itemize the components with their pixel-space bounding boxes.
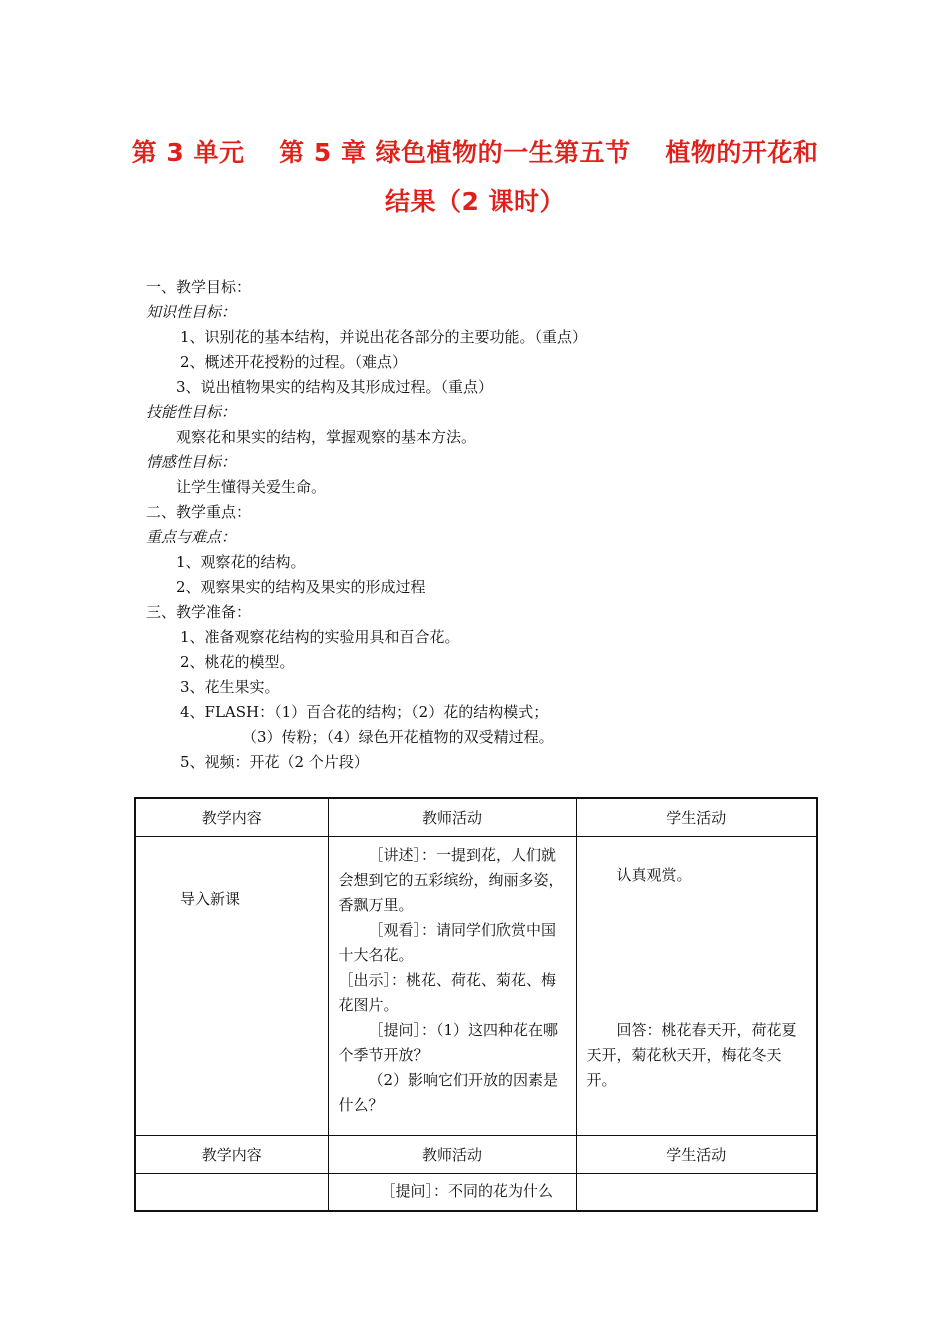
keypoint-item: 1、观察花的结构。	[176, 553, 306, 571]
document-title-line-1: 第 3 单元 第 5 章 绿色植物的一生第五节 植物的开花和	[131, 138, 819, 167]
teacher-step: （2）影响它们开放的因素是什么？	[338, 1071, 559, 1114]
table-row	[135, 1174, 817, 1212]
teacher-activity-cell	[328, 837, 576, 1136]
teacher-step: ［出示］：桃花、荷花、菊花、梅花图片。	[338, 971, 557, 1014]
knowledge-goal-item: 1、识别花的基本结构，并说出花各部分的主要功能。（重点）	[180, 328, 588, 346]
content-label: 导入新课	[180, 890, 241, 908]
lesson-plan-table	[134, 797, 818, 1212]
emotion-goal-label: 情感性目标：	[146, 453, 237, 471]
skill-goal-text: 观察花和果实的结构，掌握观察的基本方法。	[176, 428, 477, 446]
student-step: 认真观赏。	[616, 866, 692, 884]
teacher-step: ［提问］：不同的花为什么	[380, 1182, 554, 1200]
header-teaching-content: 教学内容	[135, 1136, 328, 1174]
student-step: 回答：桃花春天开，荷花夏天开，菊花秋天开，梅花冬天开。	[586, 1021, 797, 1089]
header-student-activity: 学生活动	[576, 1136, 817, 1174]
header-teacher-activity: 教师活动	[328, 1136, 576, 1174]
content-cell	[135, 837, 328, 1136]
knowledge-goal-label: 知识性目标：	[146, 303, 237, 321]
header-teacher-activity: 教师活动	[328, 798, 576, 837]
prep-item: 5、视频：开花（2 个片段）	[180, 753, 369, 771]
emotion-goal-text: 让学生懂得关爱生命。	[176, 478, 327, 496]
knowledge-goal-item: 3、说出植物果实的结构及其形成过程。（重点）	[176, 378, 494, 396]
prep-item: 4、FLASH：（1）百合花的结构；（2）花的结构模式；	[180, 703, 549, 721]
section-heading-preparation: 三、教学准备：	[146, 603, 252, 621]
teacher-step: ［观看］：请同学们欣赏中国十大名花。	[338, 921, 557, 964]
section-heading-objectives: 一、教学目标：	[146, 278, 252, 296]
table-header-row	[135, 798, 817, 837]
table-row	[135, 837, 817, 1136]
student-activity-cell	[576, 837, 817, 1136]
section-heading-keypoints: 二、教学重点：	[146, 503, 252, 521]
prep-item: 3、花生果实。	[180, 678, 280, 696]
teacher-step: ［提问］：（1）这四种花在哪个季节开放？	[338, 1021, 559, 1064]
content-cell	[135, 1174, 328, 1212]
prep-item: 1、准备观察花结构的实验用具和百合花。	[180, 628, 460, 646]
table-header-row	[135, 1136, 817, 1174]
knowledge-goal-item: 2、概述开花授粉的过程。（难点）	[180, 353, 408, 371]
prep-item-continued: （3）传粉；（4）绿色开花植物的双受精过程。	[242, 728, 554, 746]
document-title-line-2: 结果（2 课时）	[384, 187, 566, 216]
header-student-activity: 学生活动	[576, 798, 817, 837]
prep-item: 2、桃花的模型。	[180, 653, 295, 671]
header-teaching-content: 教学内容	[135, 798, 328, 837]
skill-goal-label: 技能性目标：	[146, 403, 237, 421]
student-activity-cell	[576, 1174, 817, 1212]
keypoint-item: 2、观察果实的结构及果实的形成过程	[176, 578, 426, 596]
teacher-step: ［讲述］：一提到花，人们就会想到它的五彩缤纷，绚丽多姿，香飘万里。	[338, 846, 564, 914]
keypoints-label: 重点与难点：	[146, 528, 237, 546]
teacher-activity-cell	[328, 1174, 576, 1212]
